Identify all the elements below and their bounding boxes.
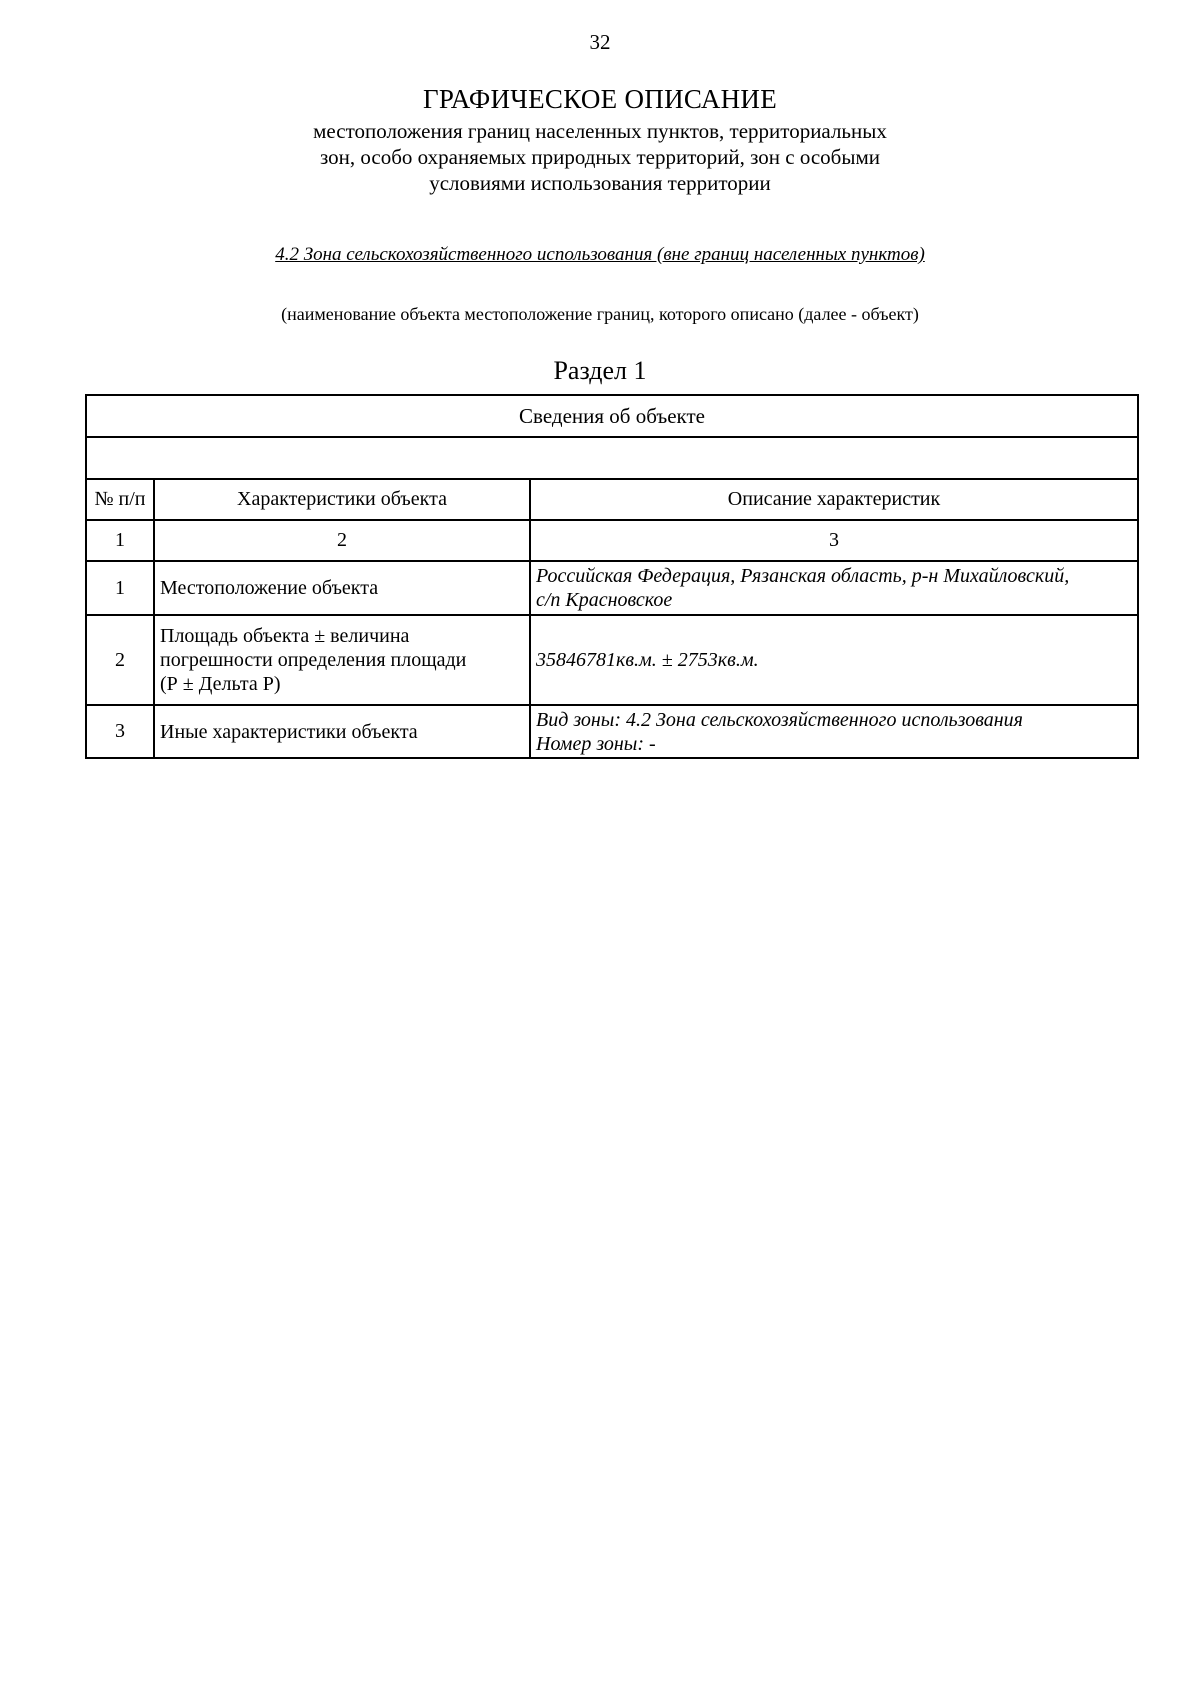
column-number: 1 [86,520,154,561]
header-characteristics: Характеристики объекта [154,479,530,520]
object-name: 4.2 Зона сельскохозяйственного использования (вне границ населенных пунктов) [275,244,925,265]
row-description: 35846781кв.м. ± 2753кв.м. [530,615,1138,705]
row-description: Российская Федерация, Рязанская область, р-н Михайловский, с/п Красновское [530,561,1138,615]
object-name-caption: (наименование объекта местоположение границ, которого описано (далее - объект) [281,304,919,324]
document-subtitle [0,118,1200,196]
row-number: 1 [86,561,154,615]
table-header-row [86,479,1138,520]
row-characteristic: Иные характеристики объекта [154,705,530,758]
page-number: 32 [589,30,611,54]
document-title: ГРАФИЧЕСКОЕ ОПИСАНИЕ [422,84,778,114]
table-column-numbers-row [86,520,1138,561]
header-description: Описание характеристик [530,479,1138,520]
table-row [86,615,1138,705]
section-title: Раздел 1 [553,356,647,385]
column-number: 2 [154,520,530,561]
subtitle-line: условиями использования территории [429,171,771,195]
subtitle-line: местоположения границ населенных пунктов, территориальных [313,119,887,143]
column-number: 3 [530,520,1138,561]
subtitle-line: зон, особо охраняемых природных территорий, зон с особыми [319,145,881,169]
row-number: 3 [86,705,154,758]
object-info-table [85,394,1139,759]
row-description: Вид зоны: 4.2 Зона сельскохозяйственного использования Номер зоны: - [530,705,1138,758]
table-row [86,705,1138,758]
table-row [86,561,1138,615]
table-caption: Сведения об объекте [86,395,1138,437]
header-number: № п/п [86,479,154,520]
row-characteristic: Местоположение объекта [154,561,530,615]
row-characteristic: Площадь объекта ± величина погрешности определения площади (Р ± Дельта Р) [154,615,530,705]
row-number: 2 [86,615,154,705]
table-empty-row [86,437,1138,479]
